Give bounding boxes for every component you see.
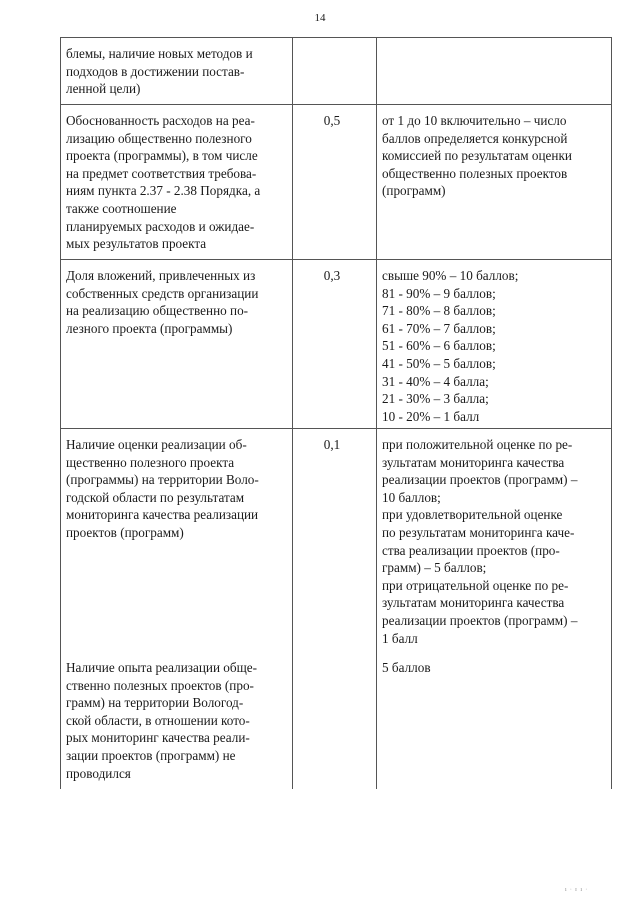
table-cell-scoring: при положительной оценке по ре- зультатам мониторинга качества реализации проектов (программ) – 10 баллов; при удовлетворительной оценке по результатам мониторинга каче- ства реализации проектов (про- грамм) – 5 баллов; при отрицательной оценке по ре- зультатам мониторинга качества реализации проектов (программ) – 1 балл [382, 437, 578, 646]
page-number: 14 [314, 12, 326, 24]
table-cell-criterion: блемы, наличие новых методов и подходов в достижении постав- ленной цели) [66, 46, 253, 97]
table-divider-2 [376, 37, 377, 789]
table-cell-weight: 0,5 [323, 113, 341, 128]
row-separator-2 [60, 259, 612, 260]
table-cell-criterion: Доля вложений, привлеченных из собственных средств организации на реализацию общественно по- лезного проекта (программы) [66, 268, 259, 336]
table-cell-scoring: свыше 90% – 10 баллов; 81 - 90% – 9 баллов; 71 - 80% – 8 баллов; 61 - 70% – 7 баллов; 51 - 60% – 6 баллов; 41 - 50% – 5 баллов; 31 - 40% – 4 балла; 21 - 30% – 3 балла; 10 - 20% – 1 балл [382, 268, 519, 424]
table-cell-scoring: 5 баллов [382, 660, 431, 675]
table-divider-1 [292, 37, 293, 789]
table-border-left [60, 37, 61, 789]
table-cell-scoring: от 1 до 10 включительно – число баллов определяется конкурсной комиссией по результатам оценки общественно полезных проектов (программ) [382, 113, 572, 199]
table-cell-criterion: Наличие оценки реализации об- щественно полезного проекта (программы) на территории Воло- годской области по результатам мониторинга качества реализации проектов (программ) [66, 437, 259, 540]
table-cell-weight: 0,3 [323, 268, 341, 283]
table-cell-criterion: Обоснованность расходов на реа- лизацию общественно полезного проекта (программы), в том числе на предмет соответствия требова- ниям пункта 2.37 - 2.38 Порядка, а также соотношение планируемых расходов и ожидае- мых результатов проекта [66, 113, 261, 252]
row-separator-3 [60, 428, 612, 429]
table-cell-weight: 0,1 [323, 437, 341, 452]
table-border-top [60, 37, 612, 38]
scan-mark: ı ∙ ɪ ı ∙ [564, 887, 588, 893]
table-cell-criterion: Наличие опыта реализации обще- ственно полезных проектов (про- грамм) на территории Вологод- ской области, в отношении кото- рых мониторинг качества реали- зации проектов (программ) не проводился [66, 660, 258, 781]
row-separator-1 [60, 104, 612, 105]
